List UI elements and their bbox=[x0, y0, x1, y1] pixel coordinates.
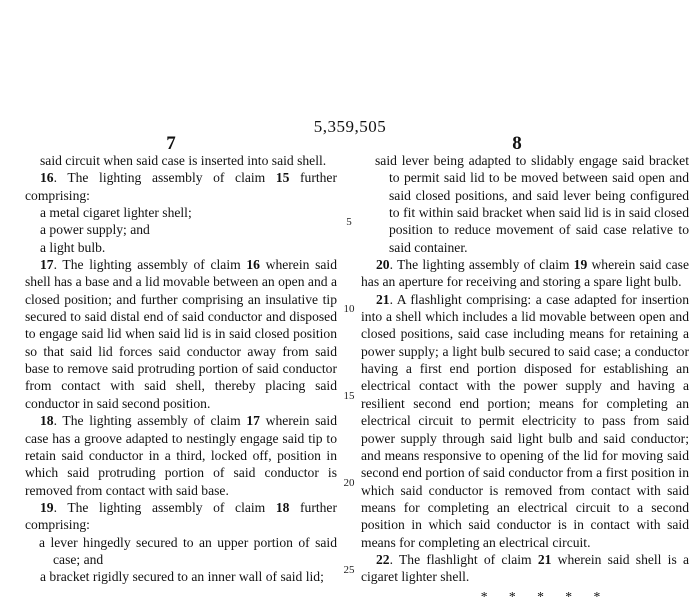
claim-16-number: 16 bbox=[40, 170, 54, 186]
left-text-column bbox=[25, 152, 337, 586]
claim-19-element-lever: a lever hingedly secured to an upper portion of said case; and bbox=[39, 534, 337, 567]
claim-22: 22. The flashlight of claim 21 wherein said shell is a cigaret lighter shell. bbox=[361, 551, 689, 585]
claim-16-element-bulb: a light bulb. bbox=[40, 239, 106, 255]
left-column-number: 7 bbox=[166, 133, 176, 154]
claim-20: 20. The lighting assembly of claim 19 wherein said case has an aperture for receiving and storing a spare light bulb. bbox=[361, 257, 689, 290]
claim-19: 19. The lighting assembly of claim 18 further comprising: bbox=[25, 499, 337, 533]
claim-18-number: 18 bbox=[40, 413, 54, 429]
claim-17-number: 17 bbox=[40, 257, 54, 273]
line-number-15: 15 bbox=[343, 390, 355, 402]
right-column-number: 8 bbox=[512, 133, 522, 154]
line-number-10: 10 bbox=[343, 303, 355, 315]
line-number-25: 25 bbox=[343, 564, 355, 576]
claim-16-element-shell: a metal cigaret lighter shell; bbox=[40, 205, 192, 221]
claim-16-element-power: a power supply; and bbox=[40, 222, 150, 238]
claim-19-continuation: said lever being adapted to slidably engage said bracket to permit said lid to be moved between said open and said closed positions, and said lever being configured to fit within said bracket when said lid is in said closed position to reduce movement of said case relative to said container. bbox=[375, 153, 689, 255]
claim-20-number: 20 bbox=[376, 257, 390, 273]
end-of-document-marks: * * * * * bbox=[480, 588, 610, 604]
right-text-column bbox=[361, 152, 689, 605]
claim-21: 21. A flashlight comprising: a case adapted for insertion into a shell which includes a lid movable between open and closed positions, said case including means for retaining a power supply; a light bulb secured to said case; a conductor having a first end portion disposed for establishing an electrical contact with the power supply and having a resilient second end portion; means for completing an electrical circuit to permit electricity to pass from said power supply through said light bulb and said conductor; and means responsive to opening of the lid for moving said second end portion of said conductor from a first position in which said conductor is removed from contact with said means for completing an electrical circuit to a second position in which said conductor is in contact with said means for completing an electrical circuit. bbox=[361, 291, 689, 550]
claim-15-continuation: said circuit when said case is inserted into said shell. bbox=[40, 153, 327, 168]
line-number-20: 20 bbox=[343, 477, 355, 489]
claim-16: 16. The lighting assembly of claim 15 further comprising: bbox=[25, 170, 337, 203]
claim-21-number: 21 bbox=[376, 291, 390, 307]
claim-19-element-bracket: a bracket rigidly secured to an inner wall of said lid; bbox=[40, 569, 324, 585]
claim-18: 18. The lighting assembly of claim 17 wherein said case has a groove adapted to nestingly engage said tip to retain said conductor in a third, locked off, position in which said protruding portion of said conductor is removed from contact with said base. bbox=[25, 413, 337, 498]
line-number-5: 5 bbox=[346, 216, 352, 228]
claim-17: 17. The lighting assembly of claim 16 wherein said shell has a base and a lid movable between an open and a closed position; and further comprising an insulative tip secured to said distal end of said conductor and disposed to engage said lid when said lid is in said closed position so that said lid forces said conductor away from said base to remove said protruding portion of said conductor from contact with said shell, thereby placing said conductor in said second position. bbox=[25, 257, 337, 411]
claim-19-number: 19 bbox=[40, 499, 54, 515]
patent-number: 5,359,505 bbox=[313, 117, 387, 136]
claim-22-number: 22 bbox=[376, 551, 390, 567]
